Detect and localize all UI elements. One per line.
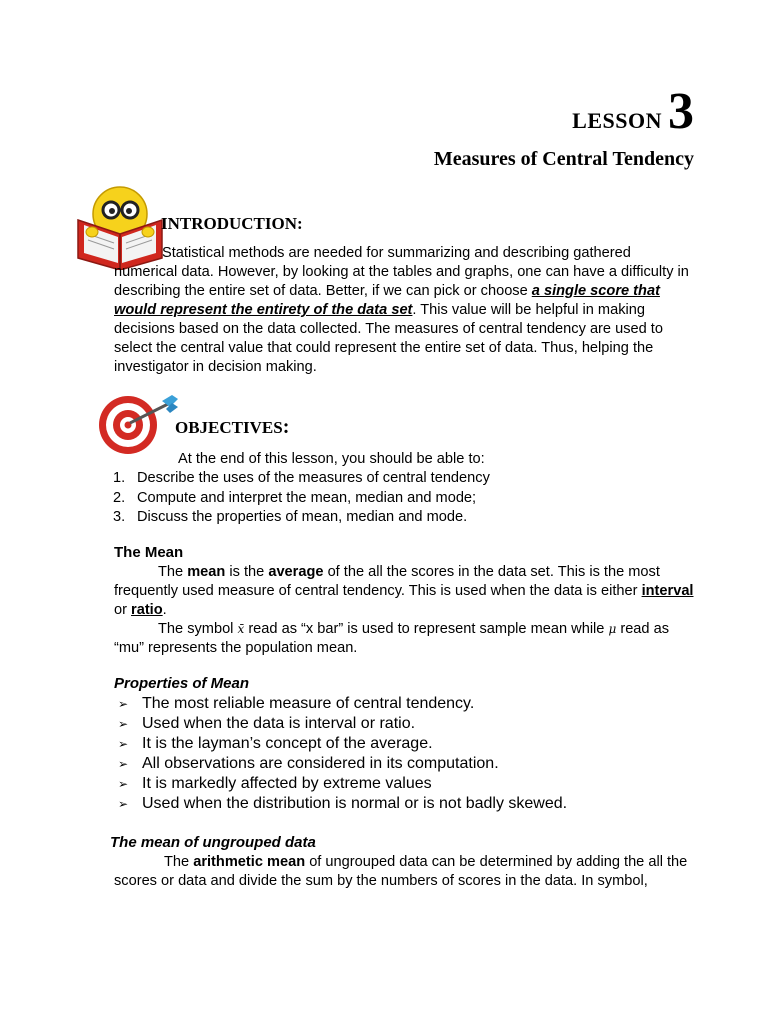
- property-text: It is the layman’s concept of the average.: [142, 735, 433, 752]
- ungrouped-text: of ungrouped data can be determined by adding the all the scores or data and divide the sum by the numbers of scores in the data. In symbol,: [114, 854, 688, 889]
- list-item: [118, 734, 698, 754]
- symbol-text: read as “x bar” is used to represent sample mean while: [244, 621, 609, 637]
- the-mean-heading: The Mean: [114, 544, 184, 561]
- objectives-heading-label: OBJECTIVES: [175, 418, 283, 437]
- ungrouped-text: The: [164, 854, 194, 870]
- list-item: [118, 754, 698, 774]
- introduction-paragraph: [114, 244, 696, 377]
- mean-text: of the all the scores in the data set. This is the most frequently used measure of central tendency. This is used when the data is either: [114, 564, 660, 599]
- ungrouped-heading: The mean of ungrouped data: [110, 834, 316, 851]
- arrow-bullet-icon: ➢: [118, 717, 129, 731]
- property-text: Used when the distribution is normal or is not badly skewed.: [142, 795, 568, 812]
- objective-text: Compute and interpret the mean, median and mode;: [137, 489, 477, 506]
- introduction-emphasis: a single score that would represent the entirety of the data set: [114, 283, 660, 318]
- arrow-bullet-icon: ➢: [118, 697, 129, 711]
- mean-text: or: [114, 602, 132, 618]
- objective-text: Describe the uses of the measures of central tendency: [137, 470, 490, 486]
- mean-term: mean: [187, 564, 226, 580]
- properties-heading: Properties of Mean: [114, 675, 250, 692]
- symbol-text: read as “mu” represents the population mean.: [114, 621, 670, 656]
- average-term: average: [268, 564, 324, 580]
- objective-number: 1.: [113, 470, 126, 486]
- page-title: Measures of Central Tendency: [433, 148, 694, 170]
- interval-term: interval: [641, 583, 694, 599]
- lesson-word: LESSON: [572, 108, 662, 133]
- objective-number: 3.: [113, 509, 126, 525]
- objectives-list: [113, 469, 703, 528]
- lesson-heading: [572, 83, 694, 140]
- introduction-text: Statistical methods are needed for summarizing and describing gathered numerical data. However, by looking at the tables and graphs, one can have a difficulty in describing the entire set of data. Better, if we can pick or choose: [114, 245, 689, 299]
- mean-text: is the: [225, 564, 269, 580]
- objective-number: 2.: [113, 489, 126, 506]
- arithmetic-mean-term: arithmetic mean: [193, 854, 306, 870]
- mean-text: .: [162, 602, 167, 618]
- arrow-bullet-icon: ➢: [118, 737, 129, 751]
- list-item: [113, 469, 703, 489]
- x-bar-symbol: x̄: [237, 622, 245, 636]
- arrow-bullet-icon: ➢: [118, 777, 129, 791]
- list-item: [118, 714, 698, 734]
- target-icon: [98, 393, 180, 457]
- property-text: All observations are considered in its computation.: [142, 755, 499, 772]
- list-item: [118, 694, 698, 714]
- introduction-heading: INTRODUCTION:: [161, 214, 303, 233]
- ratio-term: ratio: [131, 602, 163, 618]
- objectives-heading: [175, 416, 289, 439]
- symbol-text: The symbol: [158, 621, 238, 637]
- arrow-bullet-icon: ➢: [118, 797, 129, 811]
- list-item: [113, 508, 703, 528]
- objectives-heading-colon: :: [282, 416, 290, 438]
- mean-text: The: [158, 564, 188, 580]
- property-text: The most reliable measure of central tendency.: [142, 695, 475, 712]
- mu-symbol: μ: [608, 622, 617, 636]
- lesson-number: 3: [668, 83, 694, 140]
- property-text: It is markedly affected by extreme values: [142, 775, 432, 792]
- property-text: Used when the data is interval or ratio.: [142, 715, 416, 732]
- objective-text: Discuss the properties of mean, median and mode.: [137, 509, 468, 525]
- list-item: [113, 489, 703, 509]
- ungrouped-paragraph: [114, 853, 696, 891]
- properties-list: [118, 694, 698, 814]
- list-item: [118, 774, 698, 794]
- introduction-text-end: . This value will be helpful in making decisions based on the data collected. The measures of central tendency are used to select the central value that could represent the entire set of data. Thus, helping the investigator in decision making.: [114, 302, 663, 375]
- the-mean-paragraph: [114, 563, 696, 658]
- arrow-bullet-icon: ➢: [118, 757, 129, 771]
- objectives-lead: At the end of this lesson, you should be able to:: [178, 451, 485, 467]
- list-item: [118, 794, 698, 814]
